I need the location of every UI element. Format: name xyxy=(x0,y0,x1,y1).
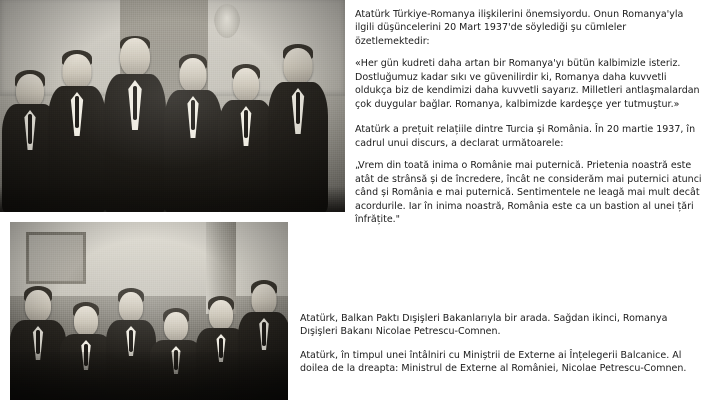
paragraph-romanian-quote: „Vrem din toată inima o Românie mai puternică. Prietenia noastră este atât de strânsă și de încredere, încât ne considerăm mai puternici atunci când și România e mai puternică. Sentimentele ne leagă mai mult decât acordurile. Iar în inima noastră, România este ca un bastion al unei țări înfrățite." xyxy=(355,160,702,226)
paragraph-romanian-intro: Atatürk a prețuit relațiile dintre Turcia și România. În 20 martie 1937, în cadrul unui discurs, a declarat următoarele: xyxy=(355,124,696,149)
photo-floor-shadow xyxy=(10,352,288,400)
caption-block xyxy=(300,312,700,386)
photo-lamp xyxy=(214,4,240,38)
caption-turkish: Atatürk, Balkan Paktı Dışişleri Bakanlarıyla bir arada. Sağdan ikinci, Romanya Dışişleri Bakanı Nicolae Petrescu-Comnen. xyxy=(300,313,668,338)
paragraph-turkish-intro: Atatürk Türkiye-Romanya ilişkilerini önemsiyordu. Onun Romanya'yla ilgili düşüncelerini 20 Mart 1937'de söylediği şu cümleler özetlemektedir: xyxy=(355,9,684,47)
caption-romanian: Atatürk, în timpul unei întâlniri cu Miniștrii de Externe ai Înțelegerii Balcanice. Al doilea de la dreapta: Ministrul de Externe al României, Nicolae Petrescu-Comnen. xyxy=(300,349,687,375)
historical-photo-group-standing xyxy=(0,0,345,212)
photo-floor-shadow xyxy=(0,186,345,212)
text-column xyxy=(300,0,703,400)
photo-column xyxy=(0,0,345,400)
text-block-top xyxy=(355,8,703,239)
historical-photo-meeting xyxy=(10,222,288,400)
photo-wall-frame xyxy=(26,232,86,284)
paragraph-turkish-quote: «Her gün kudreti daha artan bir Romanya'yı bütün kalbimizle isteriz. Dostluğumuz kadar sıkı ve güvenilirdir ki, Romanya daha kuvvetli oldukça biz de kendimizi daha kuvvetli sayarız. Milletleri antlaşmalardan çok duygular bağlar. Romanya, kalbimizde kardeşçe yer tutmuştur.» xyxy=(355,58,700,110)
